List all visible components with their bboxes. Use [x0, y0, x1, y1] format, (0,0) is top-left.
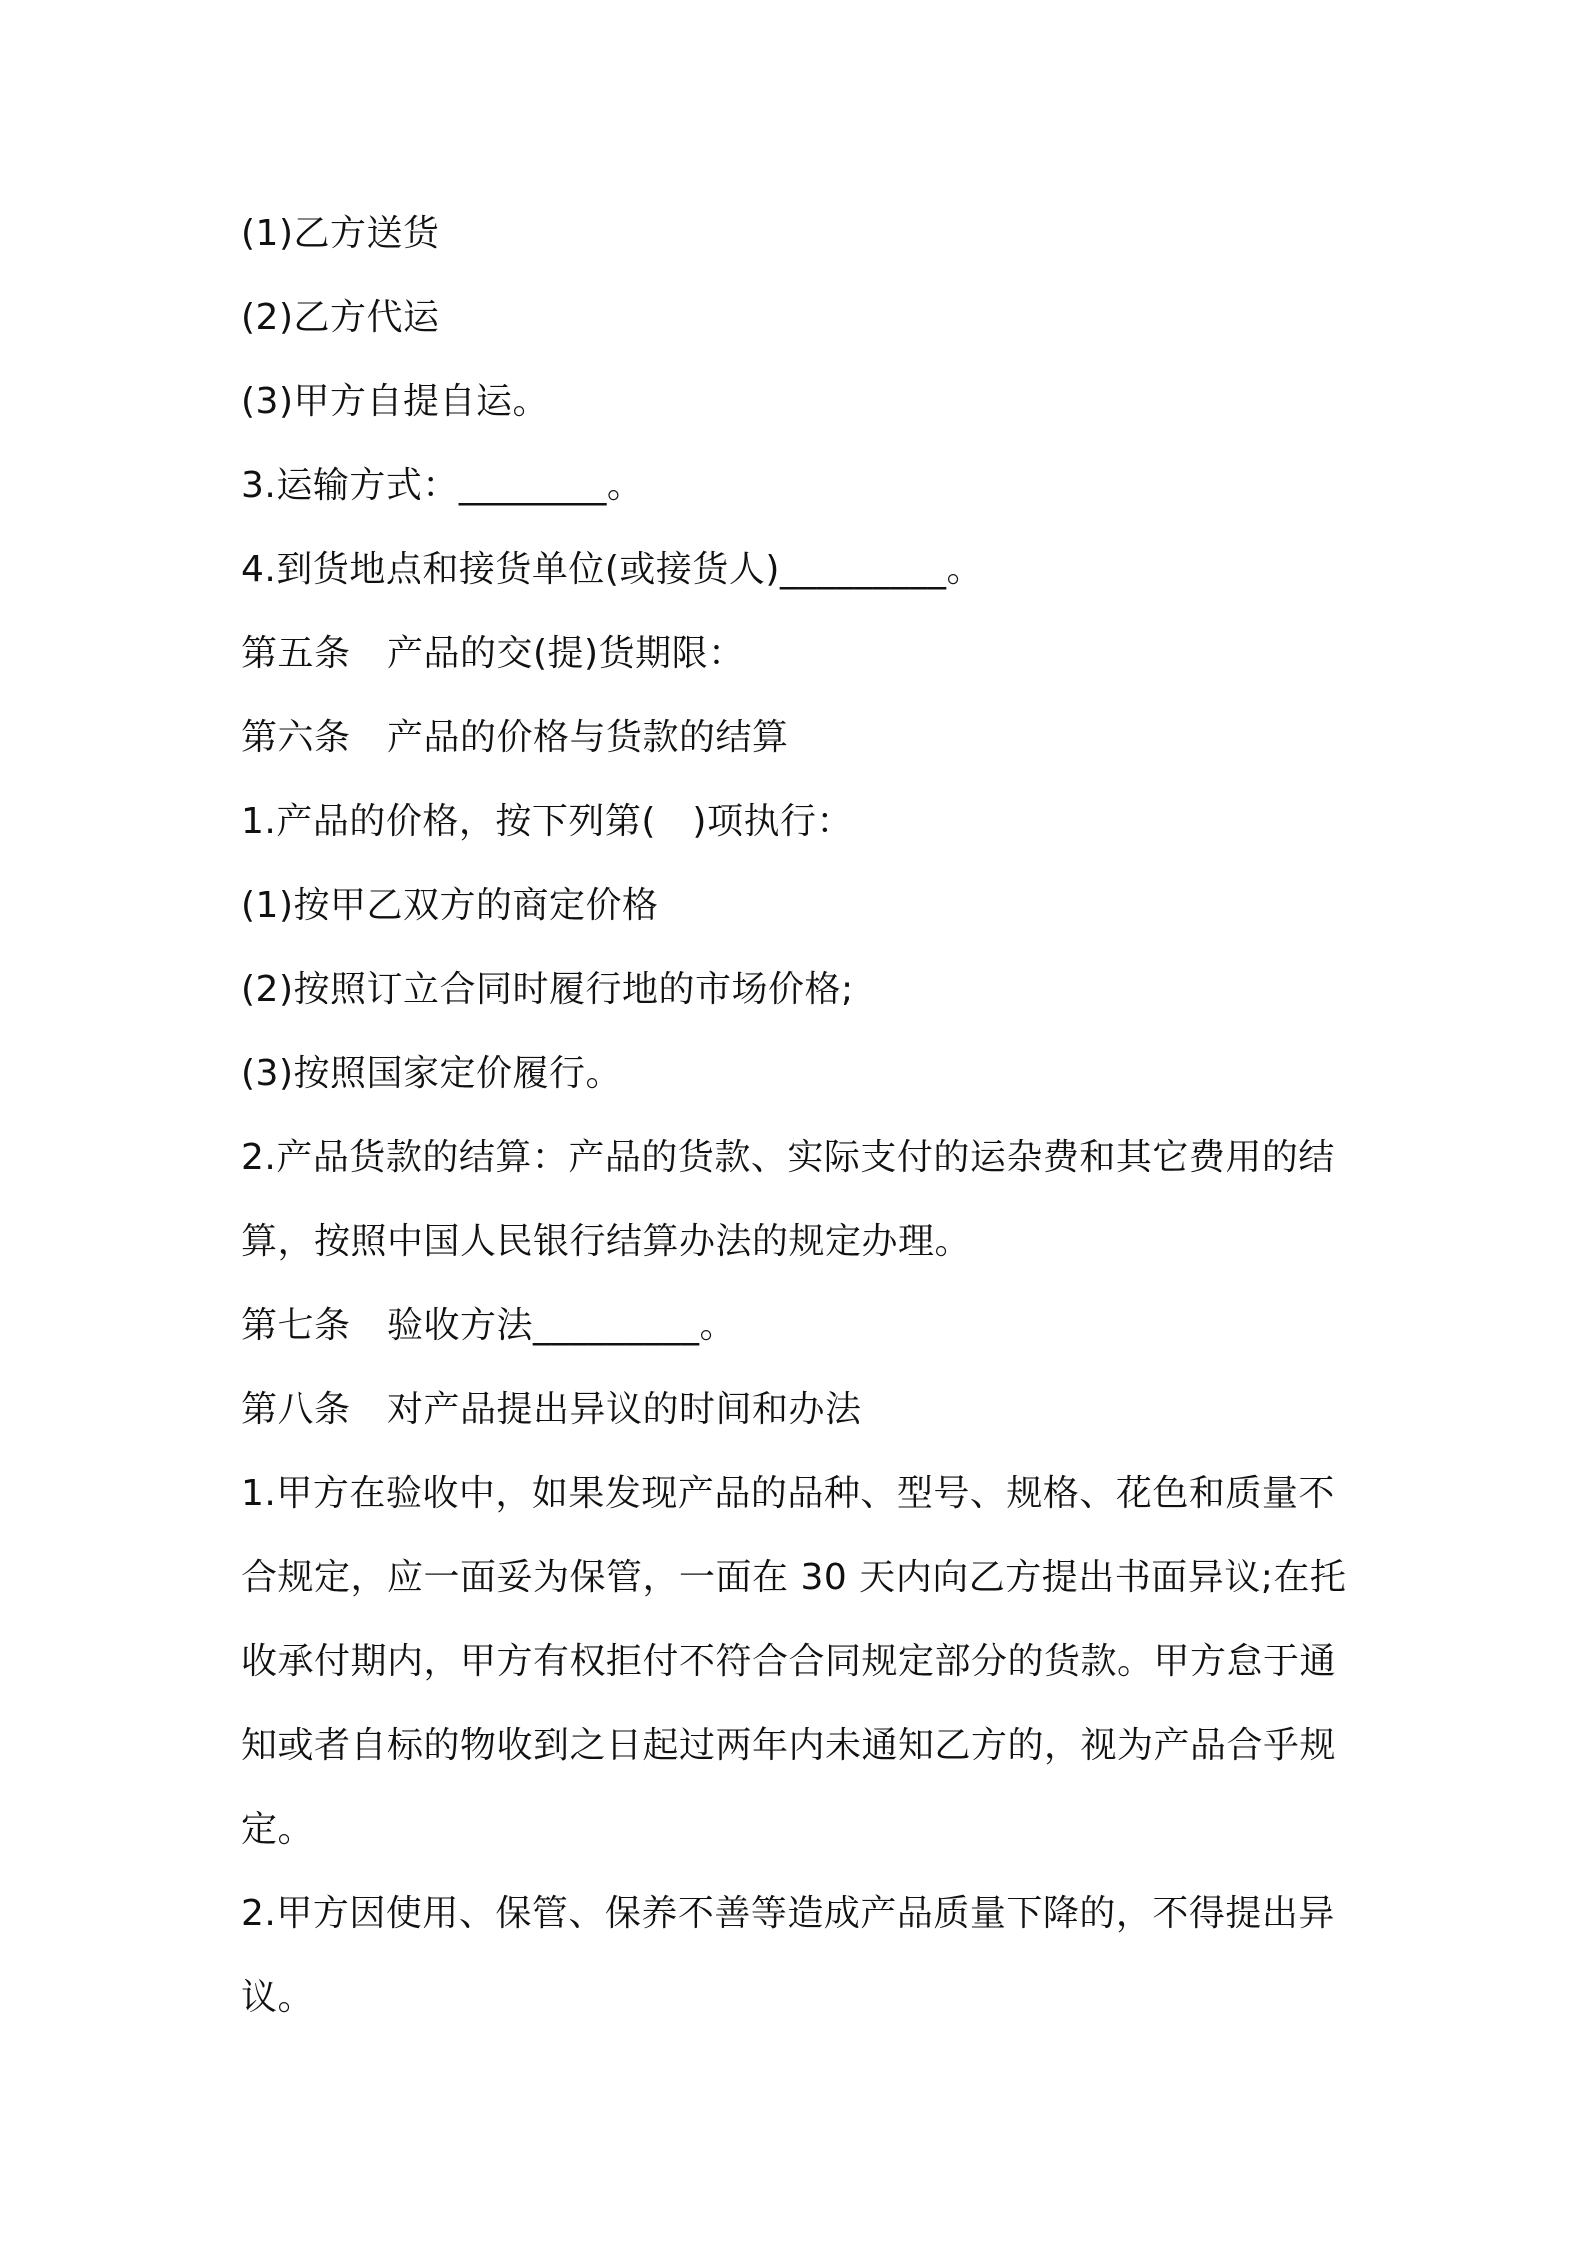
text-line: 1.甲方在验收中，如果发现产品的品种、型号、规格、花色和质量不: [241, 1473, 1335, 1514]
text-line: 1.产品的价格，按下列第( )项执行：: [241, 801, 853, 842]
document-body: [241, 192, 1361, 2040]
text-line: 2.甲方因使用、保管、保养不善等造成产品质量下降的，不得提出异: [241, 1893, 1335, 1934]
article-heading: 第五条 产品的交(提)货期限：: [241, 633, 745, 674]
text-line: 定。: [241, 1809, 315, 1850]
text-line: (3)甲方自提自运。: [241, 381, 549, 422]
article-heading: 第七条 验收方法_________。: [241, 1305, 737, 1346]
text-line: 知或者自标的物收到之日起过两年内未通知乙方的，视为产品合乎规: [241, 1725, 1337, 1766]
text-line: (1)按甲乙双方的商定价格: [241, 885, 659, 926]
article-heading: 第六条 产品的价格与货款的结算: [241, 717, 789, 758]
text-line: (1)乙方送货: [241, 213, 440, 254]
article-heading: 第八条 对产品提出异议的时间和办法: [241, 1389, 862, 1430]
text-line: 3.运输方式：________。: [241, 465, 644, 506]
text-line: 合规定，应一面妥为保管，一面在 30 天内向乙方提出书面异议;在托: [241, 1557, 1347, 1598]
text-line: (2)按照订立合同时履行地的市场价格;: [241, 969, 854, 1010]
text-line: (2)乙方代运: [241, 297, 440, 338]
text-line: 4.到货地点和接货单位(或接货人)_________。: [241, 549, 983, 590]
text-line: 收承付期内，甲方有权拒付不符合合同规定部分的货款。甲方怠于通: [241, 1641, 1337, 1682]
text-line: (3)按照国家定价履行。: [241, 1053, 622, 1094]
text-line: 2.产品货款的结算：产品的货款、实际支付的运杂费和其它费用的结: [241, 1137, 1335, 1178]
text-line: 议。: [241, 1977, 315, 2018]
text-line: 算，按照中国人民银行结算办法的规定办理。: [241, 1221, 972, 1262]
